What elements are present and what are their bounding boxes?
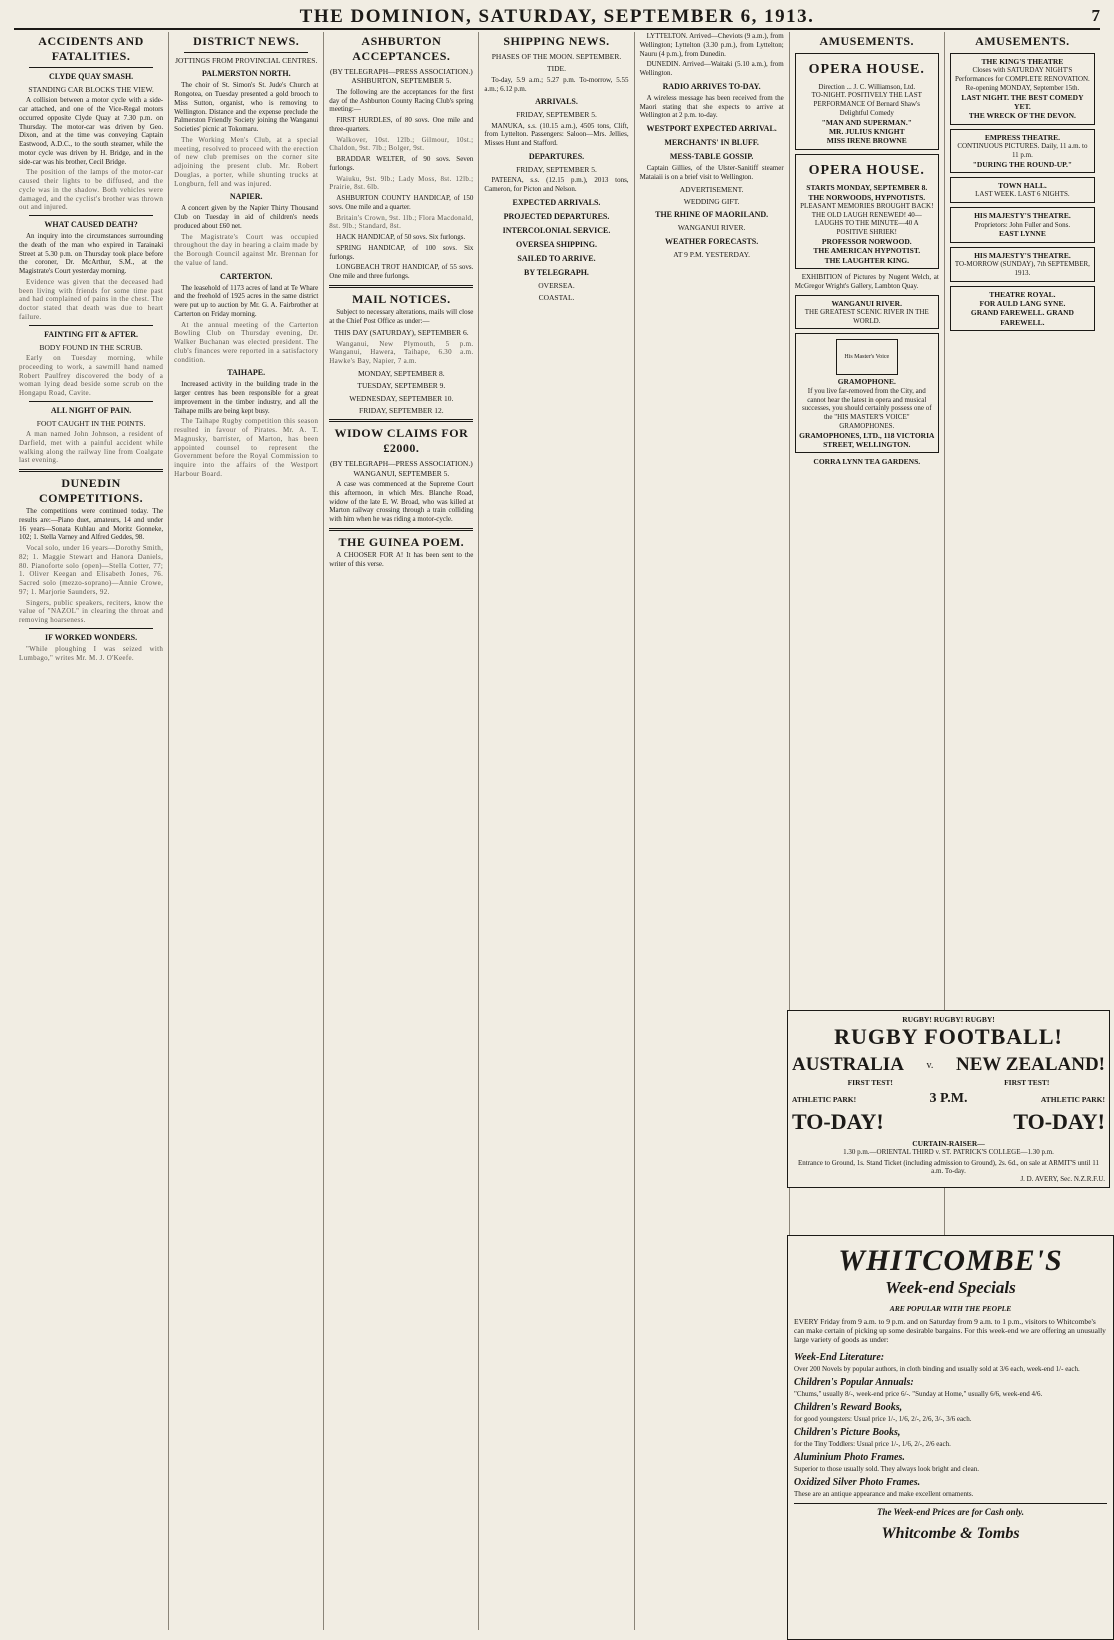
article-body: The following are the acceptances for the first day of the Ashburton County Racing Club's spring meeting:— xyxy=(329,87,474,114)
opera-house-ad xyxy=(795,53,939,150)
opera-house-title: OPERA HOUSE. xyxy=(808,62,925,77)
article-body: "While ploughing I was seized with Lumbago," writes Mr. M. J. O'Keefe. xyxy=(19,644,164,662)
column-4 xyxy=(479,32,634,1630)
whitcombe-item xyxy=(794,1402,1107,1423)
today-row xyxy=(792,1109,1105,1135)
oversea-shipping-heading: OVERSEA SHIPPING. xyxy=(516,239,597,249)
theatre-royal-ad xyxy=(950,286,1095,332)
opera-lead-2: MISS IRENE BROWNE xyxy=(826,136,907,146)
column-1 xyxy=(14,32,169,1630)
place-heading: CARTERTON. xyxy=(220,271,273,281)
place-heading: PALMERSTON NORTH. xyxy=(201,69,291,79)
his-majestys-ad xyxy=(950,207,1095,243)
opera-lead-1: MR. JULIUS KNIGHT xyxy=(828,126,905,136)
norwoods-hypnotist: THE AMERICAN HYPNOTIST. xyxy=(813,246,921,256)
dunedin-report: DUNEDIN. Arrived—Waitaki (5.10 a.m.), from Wellington. xyxy=(639,60,784,77)
race-entry: LONGBEACH TROT HANDICAP, of 55 sovs. One mile and three furlongs. xyxy=(329,263,474,280)
projected-departures-heading: PROJECTED DEPARTURES. xyxy=(503,211,610,221)
curtain-raiser-body: 1.30 p.m.—ORIENTAL THIRD v. ST. PATRICK'S COLLEGE—1.30 p.m. xyxy=(843,1148,1054,1156)
article-body: Early on Tuesday morning, while proceeding to work, a sawmill hand named Robert Paulfrey discovered the body of a woman lying dead beside some scrub on the Hongapu Road, Cavite. xyxy=(19,354,164,397)
empress-title: EMPRESS THEATRE. xyxy=(984,132,1060,142)
whitcombe-item-title: Children's Popular Annuals: xyxy=(794,1376,914,1388)
arrivals-heading: ARRIVALS. xyxy=(535,97,578,107)
sailed-heading: SAILED TO ARRIVE. xyxy=(517,253,596,263)
mail-listing: Wanganui, New Plymouth, 5 p.m. Wanganui, Hawera, Taihape, 6.30 a.m. Hawke's Bay, Napier, 7 a.m. xyxy=(329,339,474,366)
wanganui-ad xyxy=(795,295,939,330)
divider xyxy=(329,528,473,531)
article-body-continued: The Working Men's Club, at a special meeting, resolved to proceed with the erection of new club premises on the corner site adjoining the present club. Mr. Robert Douglas, a porter, while shunting trucks at Longburn, fell and was injured. xyxy=(174,135,319,188)
article-body-continued: Vocal solo, under 16 years—Dorothy Smith, 82; 1. Maggie Stewart and Hanora Daniels, 80. Pianoforte solo (open)—Stella Cotter, 77; 1. Oliver Keegan and Elisabeth Jones, 76. Sacred solo (mezzo-soprano)—Annie Crowe, 97; 1. Marjorie Saunders, 92. xyxy=(19,544,164,596)
section-heading: AMUSEMENTS. xyxy=(975,34,1070,48)
empress-ad xyxy=(950,129,1095,173)
article-subheading: FOOT CAUGHT IN THE POINTS. xyxy=(36,418,146,428)
gramophone-title: GRAMOPHONE. xyxy=(837,377,896,387)
kickoff-time: 3 P.M. xyxy=(929,1091,968,1106)
versus: v. xyxy=(926,1059,934,1071)
article-body-continued: Singers, public speakers, reciters, know the value of "NAZOL" in clearing the throat and removing hoarseness. xyxy=(19,598,164,625)
town-hall-title: TOWN HALL. xyxy=(998,181,1047,190)
exhibition-ad: EXHIBITION of Pictures by Nugent Welch, at McGregor Wright's Gallery, Lambton Quay. xyxy=(794,273,939,290)
section-heading: THE GUINEA POEM. xyxy=(338,534,465,549)
race-entry: HACK HANDICAP, of 50 sovs. Six furlongs. xyxy=(336,233,466,241)
norwoods-title: THE NORWOODS, HYPNOTISTS. xyxy=(808,192,926,202)
whitcombe-item xyxy=(794,1427,1107,1448)
mail-date-heading: MONDAY, SEPTEMBER 8. xyxy=(358,368,445,378)
gramophone-ad xyxy=(795,333,939,453)
race-entry: FIRST HURDLES, of 80 sovs. One mile and three-quarters. xyxy=(329,116,474,133)
article-body-continued: At the annual meeting of the Carterton Bowling Club on Thursday evening, Dr. Walker Buchanan was elected president. The club's finances were reported in a satisfactory condition. xyxy=(174,320,319,364)
section-heading: DISTRICT NEWS. xyxy=(193,34,300,48)
whitcombe-item-title: Children's Reward Books, xyxy=(794,1401,903,1413)
whitcombe-item xyxy=(794,1377,1107,1398)
divider xyxy=(184,52,308,53)
section-heading: ASHBURTON ACCEPTANCES. xyxy=(352,34,451,63)
article-body: Increased activity in the building trade in the larger centres has been responsible for a great improvement in the timber industry, and all the Taihape mills are being kept busy. xyxy=(174,380,319,415)
venue: ATHLETIC PARK! xyxy=(792,1094,857,1104)
mail-date-heading: WEDNESDAY, SEPTEMBER 10. xyxy=(349,393,454,403)
venue-row xyxy=(792,1091,1105,1107)
article-body: A CHOOSER FOR A! It has been sent to the writer of this verse. xyxy=(329,550,474,568)
column-2 xyxy=(169,32,324,1630)
theatre-royal-feature: FOR AULD LANG SYNE. xyxy=(979,298,1066,308)
norwoods-laughter-king: THE LAUGHTER KING. xyxy=(824,255,909,265)
article-body: An inquiry into the circumstances surrounding the death of the man who expired in Tarainaki Street at 5.30 p.m. on Thursday took place before the coroner, Dr. McArthur, S.M., at the Magistrate's Court yesterday morning. xyxy=(19,232,164,276)
column-5 xyxy=(635,32,790,1630)
race-entry-details: Waiuku, 9st. 9lb.; Lady Moss, 8st. 12lb.; Prairie, 8st. 6lb. xyxy=(329,174,474,192)
first-test-label: FIRST TEST! xyxy=(847,1078,893,1087)
team-left: AUSTRALIA xyxy=(792,1054,904,1075)
place-heading: NAPIER. xyxy=(229,192,263,202)
article-body: A concert given by the Napier Thirty Thousand Club on Tuesday in aid of children's needs produced about £60 net. xyxy=(174,204,319,230)
secretary: J. D. AVERY, Sec. N.Z.R.F.U. xyxy=(1020,1175,1105,1183)
article-body-continued: Evidence was given that the deceased had been living with friends for some time past and had complained of pains in the chest. The doctor stated that death was due to heart failure. xyxy=(19,277,164,321)
weather-heading: WEATHER FORECASTS. xyxy=(665,236,759,246)
corra-lynn-heading: CORRA LYNN TEA GARDENS. xyxy=(813,457,921,467)
section-heading: SHIPPING NEWS. xyxy=(503,34,610,48)
article-heading: WHAT CAUSED DEATH? xyxy=(44,220,138,230)
whitcombe-item xyxy=(794,1452,1107,1473)
whitcombe-popular: ARE POPULAR WITH THE PEOPLE xyxy=(889,1304,1012,1313)
expected-arrivals-heading: EXPECTED ARRIVALS. xyxy=(512,197,601,207)
arrivals-date: FRIDAY, SEPTEMBER 5. xyxy=(516,110,597,120)
whitcombe-item-text: for the Tiny Toddlers: Usual price 1/-, 1/6, 2/-, 2/6 each. xyxy=(794,1439,951,1448)
kings-theatre-body: Closes with SATURDAY NIGHT'S Performances for COMPLETE RENOVATION. Re-opening MONDAY, September 15th. xyxy=(955,66,1090,92)
section-heading: ACCIDENTS AND FATALITIES. xyxy=(38,34,144,63)
his-majestys-feature: EAST LYNNE xyxy=(998,229,1046,239)
rugby-banner: RUGBY! RUGBY! RUGBY! xyxy=(902,1015,995,1024)
article-body: A collision between a motor cycle with a side-car attached, and one of the Vice-Regal motors occurred opposite Clyde Quay at 7.30 p.m. on Thursday. The motor-car was driven by Geo. Dixon, and at the time was conveying Captain Eastwood, A.D.C., to the south steamer, while the motor cycle was driven by H. Bridge, and in the side-car was his brother, Cecil Bridge. xyxy=(19,96,164,166)
today-right: TO-DAY! xyxy=(1013,1109,1105,1134)
article-body: Captain Gillies, of the Ulster-Sanitiff steamer Mataiaii is on a brief visit to Wellington. xyxy=(639,164,784,181)
article-body-continued: The position of the lamps of the motor-car caused their lights to be diffused, and the cycle was in the shadow. Both vehicles were damaged, and the cyclist's brother was thrown out and injured. xyxy=(19,168,164,212)
race-entry: ASHBURTON COUNTY HANDICAP, of 150 sovs. One mile and a quarter. xyxy=(329,194,474,211)
rhine-heading: THE RHINE OF MAORILAND. xyxy=(655,210,769,220)
article-heading: FAINTING FIT & AFTER. xyxy=(44,329,139,339)
section-heading: DUNEDIN COMPETITIONS. xyxy=(38,476,144,506)
byline: (BY TELEGRAPH—PRESS ASSOCIATION.) ASHBURTON, SEPTEMBER 5. xyxy=(329,67,473,86)
article-body: A man named John Johnson, a resident of Darfield, met with a painful accident while walking along the railway line from Coalgate last evening. xyxy=(19,430,164,465)
opera-house-title: OPERA HOUSE. xyxy=(808,162,925,178)
article-heading: MERCHANTS' IN BLUFF. xyxy=(664,138,759,147)
divider xyxy=(329,285,473,288)
weather-time: AT 9 P.M. YESTERDAY. xyxy=(673,249,750,259)
masthead xyxy=(14,6,1100,30)
section-heading: MAIL NOTICES. xyxy=(352,291,451,306)
page-number: 7 xyxy=(1091,6,1100,25)
article-subheading: BODY FOUND IN THE SCRUB. xyxy=(39,342,143,352)
gramophone-body: If you live far-removed from the City, and cannot hear the latest in opera and musical successes, you should certainly possess one of the "HIS MASTER'S VOICE" GRAMOPHONES. xyxy=(801,386,932,430)
race-entry: SPRING HANDICAP, of 100 sovs. Six furlongs. xyxy=(329,243,474,261)
theatre-royal-farewell: GRAND FAREWELL. GRAND FAREWELL. xyxy=(970,308,1074,327)
today-left: TO-DAY! xyxy=(792,1109,884,1134)
hmv-logo xyxy=(836,339,898,375)
his-majestys-proprietors: Proprietors: John Fuller and Sons. xyxy=(974,220,1071,229)
whitcombe-item-text: Over 200 Novels by popular authors, in cloth binding and usually sold at 3/6 each, week-end 1/- each. xyxy=(794,1364,1080,1373)
divider xyxy=(29,325,153,326)
rugby-title: RUGBY FOOTBALL! xyxy=(834,1024,1063,1049)
arrivals-body: MANUKA, s.s. (10.15 a.m.), 4505 tons, Clift, from Lyttelton. Passengers: Saloon—Mrs. Jellies, Misses Hunt and Stafford. xyxy=(484,121,629,148)
telegraph-heading: BY TELEGRAPH. xyxy=(524,267,589,277)
opera-play: "MAN AND SUPERMAN." xyxy=(821,117,912,127)
moon-heading: PHASES OF THE MOON. SEPTEMBER. xyxy=(491,52,622,61)
whitcombe-item-text: Superior to those usually sold. They always look bright and clean. xyxy=(794,1464,979,1473)
divider xyxy=(29,401,153,402)
rugby-advert xyxy=(787,1010,1110,1188)
departures-heading: DEPARTURES. xyxy=(528,151,585,161)
whitcombe-item xyxy=(794,1477,1107,1498)
article-heading: WESTPORT EXPECTED ARRIVAL. xyxy=(646,124,777,133)
entrance-info: Entrance to Ground, 1s. Stand Ticket (including admission to Ground), 2s. 6d., on sale at ARMIT'S until 11 a.m. To-day. xyxy=(797,1159,1099,1175)
article-body: Subject to necessary alterations, mails will close at the Chief Post Office as under:— xyxy=(329,307,474,325)
his-majestys-title: HIS MAJESTY'S THEATRE. xyxy=(974,250,1071,260)
article-body-continued: The Magistrate's Court was occupied throughout the day in hearing a claim made by the Borough Council against Mr. Brennan for the value of land. xyxy=(174,232,319,267)
norwoods-body: PLEASANT MEMORIES BROUGHT BACK! THE OLD LAUGH RENEWED! 40—LAUGHS TO THE MINUTE—40 A POSITIVE SHRIEK! xyxy=(800,201,934,237)
theatre-royal-title: THEATRE ROYAL. xyxy=(989,289,1056,299)
town-hall-ad xyxy=(950,177,1095,203)
whitcombe-item-text: "Chums," usually 8/-, week-end price 6/-. "Sunday at Home," usually 6/6, week-end 4/6. xyxy=(794,1389,1043,1398)
his-majestys-title: HIS MAJESTY'S THEATRE. xyxy=(974,211,1071,221)
whitcombe-item-text: These are an antique appearance and make excellent ornaments. xyxy=(794,1489,974,1498)
gramophone-company: GRAMOPHONES, LTD., 118 VICTORIA STREET, WELLINGTON. xyxy=(799,430,935,449)
his-majestys-sunday-ad xyxy=(950,247,1095,282)
lyttelton-report: LYTTELTON. Arrived—Cheviots (9 a.m.), from Wellington; Lyttelton (3.30 p.m.), from Lyttelton; Nauru (4 p.m.), from Dunedin. xyxy=(639,32,784,58)
article-heading: IF WORKED WONDERS. xyxy=(45,632,138,642)
town-hall-subtitle: LAST WEEK. LAST 6 NIGHTS. xyxy=(975,190,1070,199)
first-test-label-2: FIRST TEST! xyxy=(1004,1078,1050,1087)
column-3 xyxy=(324,32,479,1630)
whitcombe-item-text: for good youngsters: Usual price 1/-, 1/6, 2/-, 2/6, 3/-, 3/6 each. xyxy=(794,1414,972,1423)
sunday-date: TO-MORROW (SUNDAY), 7th SEPTEMBER, 1913. xyxy=(954,260,1090,277)
hmv-logo-text: His Master's Voice xyxy=(844,353,890,360)
curtain-raiser-label: CURTAIN-RAISER— xyxy=(912,1139,985,1148)
race-entry: BRADDAR WELTER, of 90 sovs. Seven furlongs. xyxy=(329,155,474,172)
kings-theatre-ad xyxy=(950,53,1095,125)
whitcombe-title: WHITCOMBE'S xyxy=(838,1244,1063,1277)
rugby-match xyxy=(792,1054,1105,1076)
whitcombe-advert xyxy=(787,1235,1114,1640)
departures-date: FRIDAY, SEPTEMBER 5. xyxy=(516,164,597,174)
article-body: The choir of St. Simon's St. Jude's Church at Rongotea, on Tuesday presented a gold brooch to Miss Sutton, organist, who is removing to Wellington. Distance and the expense preclude the Palmerston Friendly Society joining the Wanganui Societies' picnic at Tokomaru. xyxy=(174,81,319,134)
tide-heading: TIDE. xyxy=(547,64,566,74)
wanganui-title: WANGANUI RIVER. xyxy=(831,298,902,308)
match-info xyxy=(792,1078,1105,1087)
article-heading: MESS-TABLE GOSSIP. xyxy=(669,152,754,161)
mail-date-heading: THIS DAY (SATURDAY), SEPTEMBER 6. xyxy=(334,328,469,338)
place-heading: TAIHAPE. xyxy=(227,368,266,378)
article-body-continued: The Taihape Rugby competition this season resulted in favour of Pirates. Mr. A. T. Magnusky, barrister, of Marton, has been appointed counsel to represent the Government before the Royal Commission to inquire into the affairs of the Westport Harbour Board. xyxy=(174,417,319,478)
telegraph-coastal: COASTAL. xyxy=(538,293,575,303)
article-body: A case was commenced at the Supreme Court this afternoon, in which Mrs. Blanche Road, widow of the late E. W. Broad, who was killed at Marton railway crossing through a train colliding with him when he was riding a motor-cycle. xyxy=(329,480,474,524)
intercolonial-heading: INTERCOLONIAL SERVICE. xyxy=(502,225,611,235)
kings-theatre-title: THE KING'S THEATRE xyxy=(981,57,1064,66)
whitcombe-intro: EVERY Friday from 9 a.m. to 9 p.m. and on Saturday from 9 a.m. to 1 p.m., visitors to Whitcombe's can make certain of picking up some desirable bargains. For this week-end we are offering an unusually large variety of goods as under: xyxy=(794,1317,1106,1344)
departures-body: PATEENA, s.s. (12.15 p.m.), 2013 tons, Cameron, for Picton and Nelson. xyxy=(484,176,629,193)
newspaper-title: THE DOMINION, SATURDAY, SEPTEMBER 6, 1913. xyxy=(299,6,815,27)
wedding-gift-heading: WEDDING GIFT. xyxy=(683,196,740,206)
opera-body: TO-NIGHT. POSITIVELY THE LAST PERFORMANCE Of Bernard Shaw's Delightful Comedy xyxy=(811,91,922,117)
telegraph-oversea: OVERSEA. xyxy=(538,280,575,290)
divider xyxy=(29,628,153,629)
article-body: The leasehold of 1173 acres of land at Te Whare and the freehold of 1925 acres in the same district were put up to auction by Mr. G. A. Fairbrother at Carterton on Friday morning. xyxy=(174,283,319,318)
whitcombe-subtitle: Week-end Specials xyxy=(885,1278,1016,1297)
venue-2: ATHLETIC PARK! xyxy=(1040,1094,1105,1104)
section-heading: AMUSEMENTS. xyxy=(819,34,915,48)
race-entry-details: Britain's Crown, 9st. 1lb.; Flora Macdonald, 8st. 9lb.; Standard, 8st. xyxy=(329,213,474,231)
whitcombe-item-title: Oxidized Silver Photo Frames. xyxy=(794,1476,921,1488)
norwoods-ad xyxy=(795,154,939,269)
rhine-subheading: WANGANUI RIVER. xyxy=(677,223,746,233)
article-body: The competitions were continued today. The results are:—Piano duet, amateurs, 14 and under 16 years—Sonata Kuhlau and Moritz Gonneke, 102; 1. Stella Varney and Alfred Geddes, 98. xyxy=(19,507,164,542)
article-subheading: STANDING CAR BLOCKS THE VIEW. xyxy=(28,85,154,94)
divider xyxy=(29,215,153,216)
tide-body: To-day, 5.9 a.m.; 5.27 p.m. To-morrow, 5.55 a.m.; 6.12 p.m. xyxy=(484,75,629,93)
kings-last-night: LAST NIGHT. THE BEST COMEDY YET. xyxy=(961,92,1084,111)
article-heading: CLYDE QUAY SMASH. xyxy=(48,72,134,81)
article-body: A wireless message has been received from the Maori stating that she expects to arrive at Wellington at 2 p.m. to-day. xyxy=(639,93,784,120)
opera-direction: Direction ... J. C. Williamson, Ltd. xyxy=(818,82,916,91)
whitcombe-item-title: Week-End Literature: xyxy=(794,1351,885,1363)
byline: (BY TELEGRAPH—PRESS ASSOCIATION.) WANGANUI, SEPTEMBER 5. xyxy=(329,459,473,478)
section-heading: WIDOW CLAIMS FOR £2000. xyxy=(334,426,469,456)
norwoods-professor: PROFESSOR NORWOOD. xyxy=(821,236,912,246)
mail-date-heading: FRIDAY, SEPTEMBER 12. xyxy=(359,406,444,415)
article-heading: ALL NIGHT OF PAIN. xyxy=(50,405,132,415)
wanganui-subtitle: THE GREATEST SCENIC RIVER IN THE WORLD. xyxy=(804,307,929,325)
race-entry-details: Walkover, 10st. 12lb.; Gilmour, 10st.; Chaldon, 9st. 7lb.; Bolger, 9st. xyxy=(329,135,474,153)
whitcombe-footer: Whitcombe & Tombs xyxy=(881,1524,1020,1542)
team-right: NEW ZEALAND! xyxy=(955,1054,1105,1075)
whitcombe-item-title: Aluminium Photo Frames. xyxy=(794,1451,905,1463)
empress-subtitle: CONTINUOUS PICTURES. Daily, 11 a.m. to 11 p.m. xyxy=(957,142,1088,159)
divider xyxy=(29,67,153,68)
divider xyxy=(19,469,163,472)
cash-only-notice: The Week-end Prices are for Cash only. xyxy=(794,1503,1107,1517)
article-heading: RADIO ARRIVES TO-DAY. xyxy=(662,81,761,91)
divider xyxy=(329,419,473,422)
advert-label: ADVERTISEMENT. xyxy=(679,184,744,194)
norwoods-start: STARTS MONDAY, SEPTEMBER 8. xyxy=(806,183,928,193)
section-subheading: JOTTINGS FROM PROVINCIAL CENTRES. xyxy=(175,56,318,65)
whitcombe-item xyxy=(794,1352,1107,1373)
mail-date-heading: TUESDAY, SEPTEMBER 9. xyxy=(357,381,446,391)
empress-feature: "DURING THE ROUND-UP." xyxy=(972,159,1073,169)
whitcombe-item-title: Children's Picture Books, xyxy=(794,1426,901,1438)
kings-wreck: THE WRECK OF THE DEVON. xyxy=(968,111,1076,121)
